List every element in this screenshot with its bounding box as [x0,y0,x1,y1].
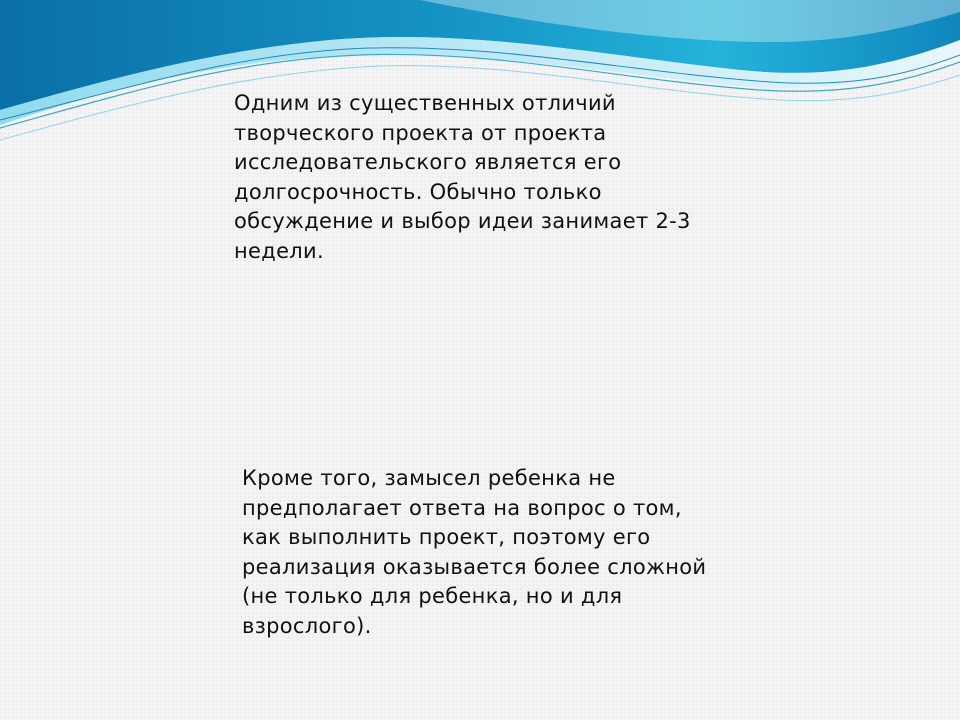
paragraph-2: Кроме того, замысел ребенка не предполагает ответа на вопрос о том, как выполнить проект, поэтому его реализация оказывается более сложной (не только для ребенка, но и для взрослого). [242,466,707,638]
paragraph-1: Одним из существенных отличий творческого проекта от проекта исследовательского является его долгосрочность. Обычно только обсуждение и выбор идеи занимает 2-3 недели. [234,91,691,263]
